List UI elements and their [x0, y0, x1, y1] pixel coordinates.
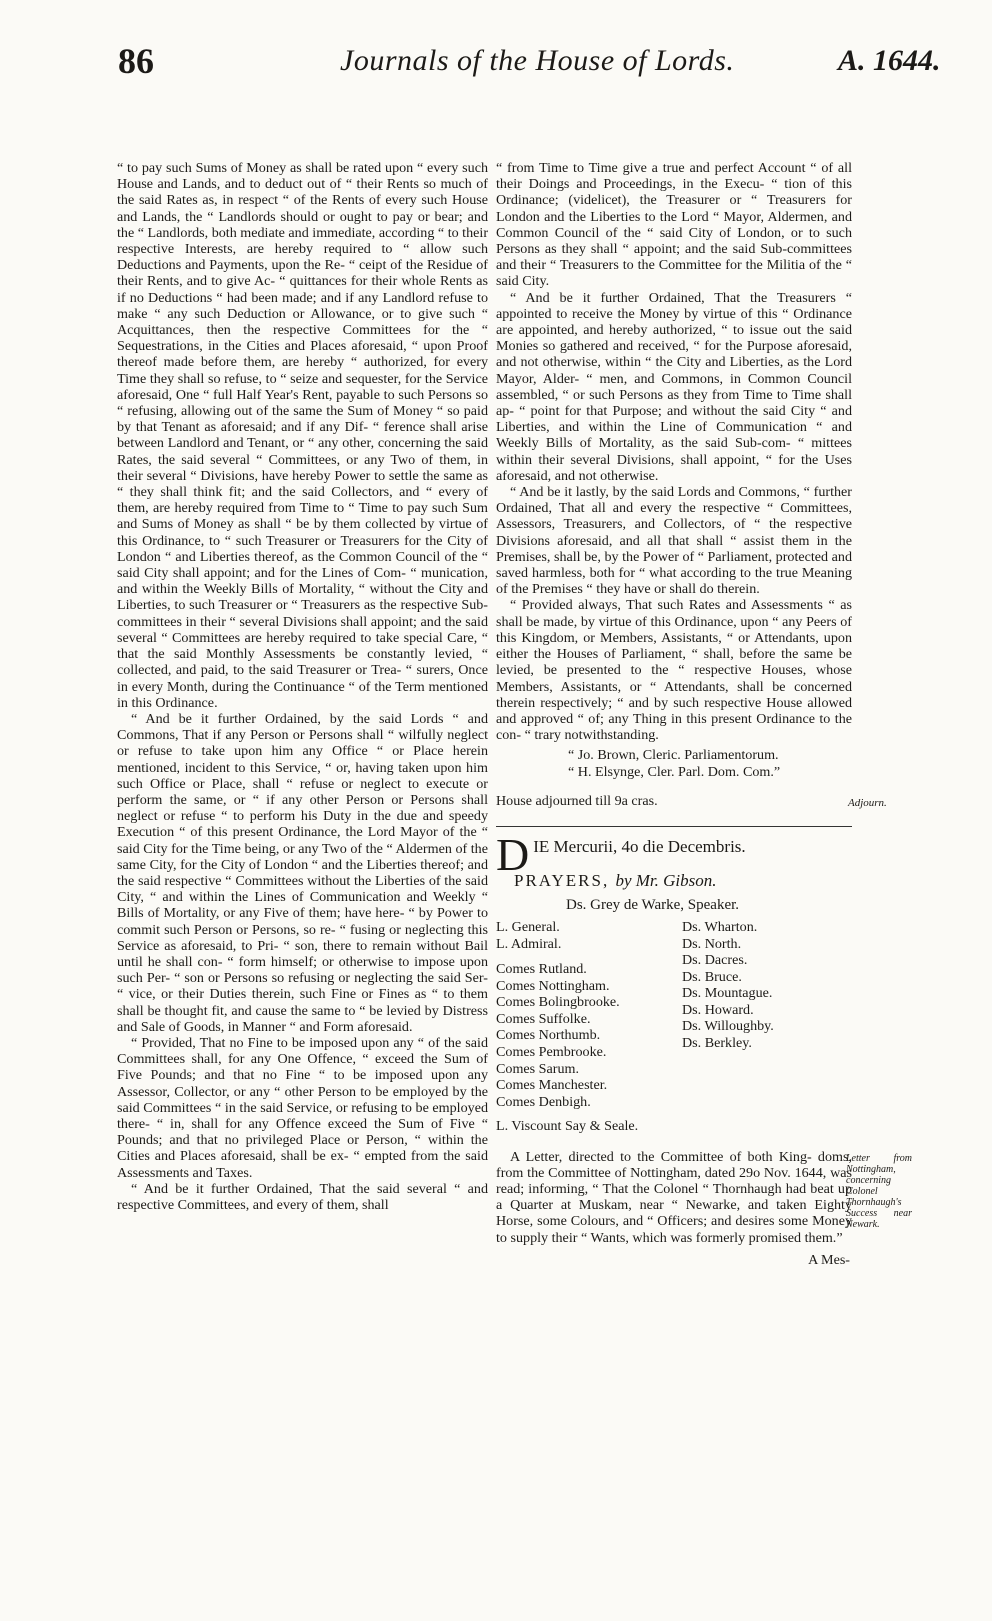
lord-entry: Ds. Dacres. [682, 952, 748, 969]
lord-entry: L. General. [496, 918, 560, 935]
speaker-line: Ds. Grey de Warke, Speaker. [566, 896, 740, 913]
lords-present-list [496, 919, 852, 1111]
lord-entry: Comes Rutland. [496, 961, 587, 978]
lord-entry: Comes Manchester. [496, 1077, 608, 1094]
running-header [0, 40, 992, 90]
lord-entry: Comes Northumb. [496, 1027, 601, 1044]
running-year: A. 1644. [838, 44, 941, 77]
lords-right-column [682, 919, 774, 1111]
ordinance-paragraph: “ And be it further Ordained, That the Treasurers “ appointed to receive the Money by virtue of this “ Ordinance are appointed, and hereby authorized, “ to issue out the said Monies so gathered and received, “ for the Purpose aforesaid, and not otherwise, within “ the City and Liberties, as the Lord Mayor, Alder- “ men, and Commons, in Common Council assembled, “ or such Persons as they from Time to Time shall ap- “ point for that Purpose; and without the said City “ and Liberties, and within the Line of Communication “ and Weekly Bills of Mortality, as the said Sub-com- “ mittees within their several Divisions, shall appoint, “ for the Uses aforesaid, and not otherwise. [496, 289, 852, 484]
ordinance-paragraph: “ Provided, That no Fine to be imposed upon any “ of the said Committees shall, for any One Offence, “ exceed the Sum of Five Pounds; and that no Fine “ to be imposed upon any Assessor, Collector, or any “ other Person to be employed by the said Committees “ in the said Service, or refusing to be employed there- “ in, shall for any Offence exceed the Sum of Five “ Pounds; and that no privileged Place or Person, “ within the Cities and Places aforesaid, shall be ex- “ empted from the said Assessments and Taxes. [117, 1034, 488, 1181]
lords-left-column [496, 919, 682, 1111]
signature-clerk-commons: “ H. Elsynge, Cler. Parl. Dom. Com.” [568, 764, 781, 781]
margin-note-adjourn: Adjourn. [848, 797, 887, 810]
prayers-by: by Mr. Gibson. [615, 870, 717, 890]
running-title: Journals of the House of Lords. [340, 44, 735, 77]
prayers-line [496, 870, 852, 890]
lord-entry: Ds. Mountague. [682, 985, 773, 1002]
ordinance-paragraph: “ Provided always, That such Rates and Assessments “ as shall be made, by virtue of this Ordinance, upon “ any Peers of this Kingdom, or Members, Assistants, “ or Attendants, upon either the Houses of Parliament, “ shall, before the same be levied, be presented to the “ respective Houses, whose Members, Assistants, or “ Attendants, shall be concerned therein respectively; “ and by such respective House allowed and approved “ of; any Thing in this present Ordinance to the con- “ trary notwithstanding. [496, 597, 852, 744]
adjournment-text: House adjourned till 9a cras. [496, 793, 658, 810]
signature-block [496, 747, 852, 781]
lord-entry: Ds. North. [682, 935, 742, 952]
lord-entry: Ds. Wharton. [682, 918, 758, 935]
letter-entry [496, 1148, 912, 1246]
viscount-entry: L. Viscount Say & Seale. [496, 1118, 639, 1135]
margin-note-letter: Letter from Nottingham, concerning Colonel Thornhaugh's Success near Newark. [846, 1152, 912, 1230]
lord-entry: Comes Nottingham. [496, 977, 610, 994]
lord-entry: L. Admiral. [496, 935, 562, 952]
session-date-text: IE Mercurii, 4o die Decembris. [533, 836, 746, 856]
lord-entry: Ds. Bruce. [682, 968, 742, 985]
catchword: A Mes- [808, 1251, 850, 1268]
signature-clerk-parliament: “ Jo. Brown, Cleric. Parliamentorum. [568, 747, 779, 764]
drop-cap: D [496, 828, 530, 880]
lord-entry: Ds. Howard. [682, 1001, 754, 1018]
lord-entry: Comes Suffolke. [496, 1010, 591, 1027]
lord-entry: Comes Sarum. [496, 1060, 579, 1077]
right-column [496, 160, 912, 1268]
lord-entry: Comes Denbigh. [496, 1093, 591, 1110]
adjournment [496, 793, 887, 810]
ordinance-paragraph: “ And be it further Ordained, That the said several “ and respective Committees, and every of them, shall [117, 1180, 488, 1213]
letter-text: A Letter, directed to the Committee of both King- doms, from the Committee of Nottingham, dated 29o Nov. 1644, was read; informing, “ That the Colonel “ Thornhaugh had beat up a Quarter at Muskam, near “ Newarke, and taken Eighty Horse, some Colours, and “ Officers; and desires some Money to supply their “ Wants, which was formerly promised them.” [496, 1148, 852, 1246]
ordinance-paragraph: “ from Time to Time give a true and perfect Account “ of all their Doings and Proceedings, in the Execu- “ tion of this Ordinance; (videlicet), the Treasurer or “ Treasurers for London and the Liberties to the Lord “ Mayor, Aldermen, and Common Council of the “ said City of London, or to such Persons as they shall “ appoint; and the said Sub-committees and their “ Treasurers to the Committee for the Militia of the “ said City. [496, 160, 852, 290]
section-divider [496, 826, 852, 827]
lord-entry: Comes Pembrooke. [496, 1044, 607, 1061]
page-number: 86 [118, 41, 154, 81]
ordinance-paragraph: “ And be it further Ordained, by the said Lords “ and Commons, That if any Person or Persons shall “ wilfully neglect or refuse to take upon him any Office “ or Place herein mentioned, incident to this Service, “ or, having taken upon him such Office or Place, shall “ refuse or neglect to execute or perform the same, or “ if any other Person or Persons shall neglect or refuse “ to perform his Duty in the due and speedy Execution “ of this present Ordinance, the Lord Mayor of the “ said City for the Time being, or any Two of the “ Aldermen of the same City, for the City of London “ and the Liberties thereof; and the said respective “ Committees without the Liberties of the said City, “ and within the Lines of Communication and Weekly “ Bills of Mortality, or any Five of them; have here- “ by Power to commit such Person or Persons, so re- “ fusing or neglecting this Service as aforesaid, to Pri- “ son, there to remain without Bail until he shall con- “ form himself; or otherwise to impose upon such Per- “ son or Persons so refusing or neglecting the said Ser- “ vice, or their Duties therein, such Fine or Fines as “ to them shall be thought fit, and cause the same to “ be levied by Distress and Sale of Goods, in Manner “ and Form aforesaid. [117, 710, 488, 1035]
left-column [117, 160, 488, 1213]
lord-entry: Comes Bolingbrooke. [496, 994, 620, 1011]
lord-entry: Ds. Willoughby. [682, 1018, 774, 1035]
lord-entry: Ds. Berkley. [682, 1035, 752, 1052]
ordinance-paragraph: “ And be it lastly, by the said Lords and Commons, “ further Ordained, That all and every the respective “ Committees, Assessors, Treasurers, and Collectors, of “ the respective Divisions aforesaid, and all that shall “ assist them in the Premises, shall be, by the Power of “ Parliament, protected and saved harmless, both for “ what according to the true Meaning of the Premises “ they have or shall do therein. [496, 484, 852, 598]
ordinance-paragraph: “ to pay such Sums of Money as shall be rated upon “ every such House and Lands, and to deduct out of “ their Rents so much of the said Rates as, in respect “ of the Rents of every such House and Lands, the “ Landlords should or ought to pay or bear; and the “ Landlords, both mediate and immediate, according “ to their respective Interests, are hereby required to “ allow such Deductions and Payments, upon the Re- “ ceipt of the Residue of their Rents, and to give Ac- “ quittances for their whole Rents as if no Deductions “ had been made; and if any Landlord refuse to make “ any such Deduction or Allowance, or to give such “ Acquittances, then the respective Committees for the “ Sequestrations, in the Cities and Places aforesaid, “ upon Proof thereof made before them, are hereby “ authorized, for every Time they shall so refuse, to “ seize and sequester, for the Service aforesaid, One “ full Half Year's Rent, payable to such Persons so “ refusing, allowing out of the same the Sum of Money “ so paid by that Tenant as aforesaid; and if any Dif- “ ference shall arise between Landlord and Tenant, or “ any other, concerning the said Rates, the said several “ Committees, or any Two of them, in their several “ Divisions, have hereby Power to settle the same as “ they shall think fit; and the said Collectors, and “ every of them, are hereby required from Time to “ Time to pay such Sum and Sums of Money as shall “ be by them collected by virtue of this Ordinance, to “ such Treasurer or Treasurers for the City of London “ and Liberties thereof, as the Common Council of the “ said City shall appoint; and for the Lines of Com- “ munication, and within the Weekly Bills of Mortality, “ without the City and Liberties, to such Treasurer or “ Treasurers as the respective Sub-committees in their “ several Divisions shall appoint; and the said several “ Committees are hereby required to take special Care, “ that the said Monthly Assessments be constantly levied, “ collected, and paid, to the said Treasurer or Trea- “ surers, Once in every Month, during the Continuance “ of the Term mentioned in this Ordinance. [117, 160, 489, 711]
prayers-label: PRAYERS, [514, 870, 610, 890]
